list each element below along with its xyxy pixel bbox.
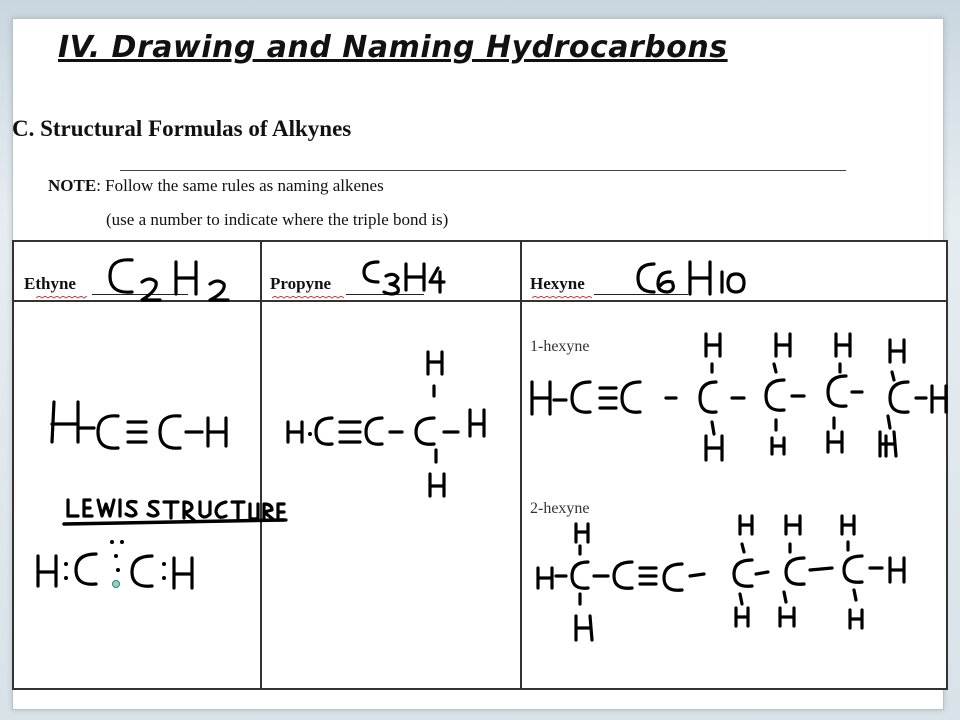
ethyne-structure [52, 402, 226, 448]
column-divider [260, 242, 262, 688]
note-label: NOTE [48, 176, 97, 195]
formula-c3h4 [364, 262, 444, 294]
formula-c6h10 [638, 262, 744, 294]
ethyne-header [24, 274, 76, 294]
spellcheck-squiggle [532, 296, 592, 299]
spellcheck-squiggle [272, 296, 344, 299]
note-line-2: (use a number to indicate where the triple bond is) [106, 210, 449, 229]
lewis-title [64, 500, 286, 524]
section-title: C. Structural Formulas of Alkynes [12, 116, 352, 141]
hexyne-header [530, 274, 585, 294]
handwriting-layer [14, 242, 950, 692]
note-text: : Follow the same rules as naming alkenes [96, 176, 384, 195]
sublabel-1-hexyne: 1-hexyne [530, 338, 590, 355]
propyne-structure [288, 352, 484, 496]
propyne-header [270, 274, 331, 294]
hexyne2-structure [538, 516, 904, 640]
slide-title: IV. Drawing and Naming Hydrocarbons [58, 30, 728, 65]
ethyne-label: Ethyne [24, 274, 76, 293]
spellcheck-squiggle [36, 296, 88, 299]
column-divider [520, 242, 522, 688]
header-divider [14, 300, 946, 302]
hexyne-label: Hexyne [530, 274, 585, 293]
alkyne-table [12, 240, 948, 690]
propyne-label: Propyne [270, 274, 332, 293]
note-line-1 [48, 176, 384, 196]
hexyne1-structure [532, 334, 946, 460]
sublabel-2-hexyne: 2-hexyne [530, 500, 590, 517]
blank-line [120, 170, 846, 171]
lewis-structure [38, 540, 192, 588]
